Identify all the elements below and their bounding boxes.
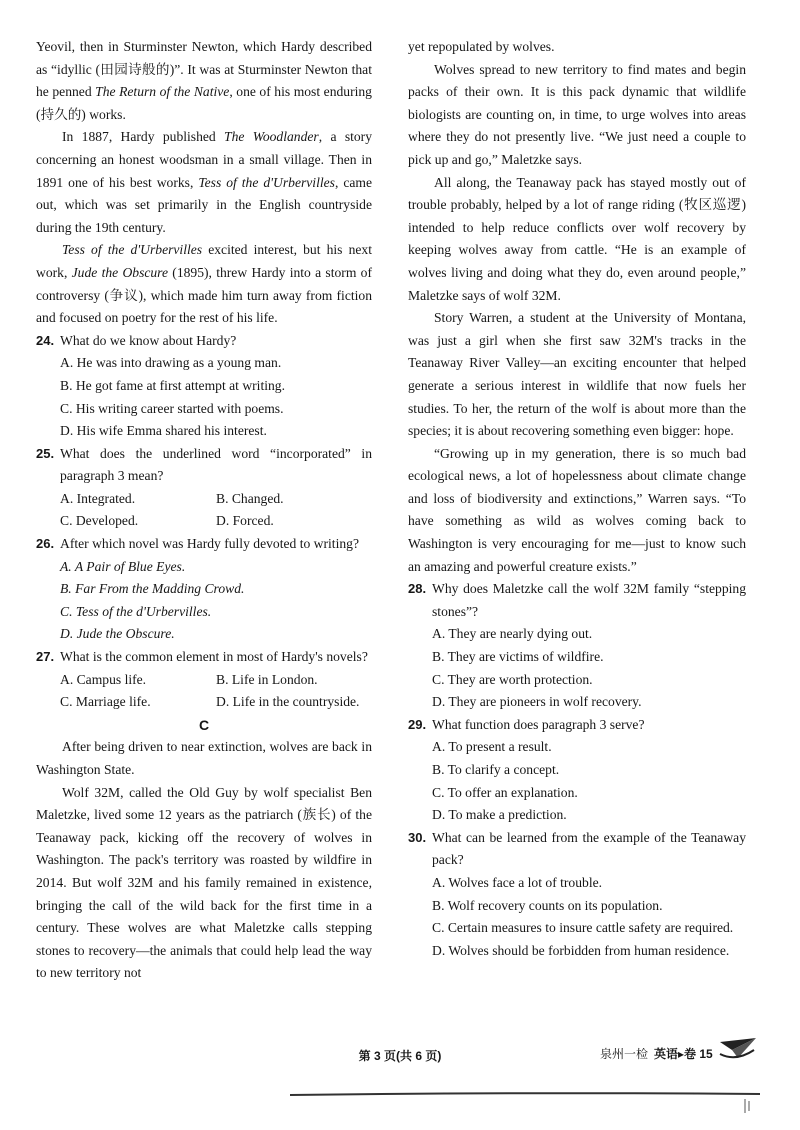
paragraph-warren-quote: “Growing up in my generation, there is so much bad ecological news, a lot of hopelessness about climate change and loss of biodiversity and extinctions,” Warren says. “To have something as wild as wolves coming back to Washington is very encouraging for me—just to know such an amazing and powerful creature exists.” [408, 445, 746, 574]
question-number: 27. [36, 649, 55, 665]
book-title: The Woodlander [224, 129, 319, 145]
option-d: D. They are pioneers in wolf recovery. [432, 694, 642, 710]
footer-brand [600, 1045, 713, 1062]
question-text: What can be learned from the example of the Teanaway pack? [432, 829, 746, 868]
option-a: A. They are nearly dying out. [432, 626, 593, 642]
option-d: D. Jude the Obscure. [60, 626, 175, 642]
question-text: What is the common element in most of Hardy's novels? [60, 649, 368, 665]
option-c: C. His writing career started with poems. [60, 400, 284, 416]
book-title: Tess of the d'Urbervilles [62, 242, 203, 258]
option-b: B. He got fame at first attempt at writing. [60, 377, 285, 393]
footer-subject: 英语▸卷 15 [654, 1047, 713, 1061]
question-29 [408, 714, 746, 827]
option-b: B. Changed. [216, 490, 284, 506]
question-number: 26. [36, 536, 55, 552]
option-d: D. His wife Emma shared his interest. [60, 423, 267, 439]
option-a: A. To present a result. [432, 739, 552, 755]
footer-city: 泉州一检 [600, 1047, 649, 1061]
question-text: After which novel was Hardy fully devoted to writing? [60, 536, 359, 552]
question-27 [36, 646, 372, 714]
option-d: D. Life in the countryside. [216, 694, 360, 710]
page-number-label: 第 3 页(共 6 页) [358, 1049, 442, 1063]
option-b: B. Far From the Madding Crowd. [60, 581, 245, 597]
section-heading-c: C [198, 716, 210, 733]
question-text: What do we know about Hardy? [60, 332, 237, 348]
option-b: B. They are victims of wildfire. [432, 649, 604, 665]
question-30 [408, 827, 746, 963]
question-number: 25. [36, 445, 55, 461]
option-c: C. Certain measures to insure cattle safety are required. [432, 920, 734, 936]
paragraph-teanaway-pack: All along, the Teanaway pack has stayed mostly out of trouble probably, helped by a lot of range riding (牧区巡逻) intended to help reduce conflicts over wolf recovery by keeping wolves away from cattle. “He is an example of wolves living and doing what they do, even around people,” Maletzke says of wolf 32M. [408, 174, 746, 303]
book-title: Tess of the d'Urbervilles [198, 174, 335, 190]
option-a: A. A Pair of Blue Eyes. [60, 558, 186, 574]
paragraph-story-warren: Story Warren, a student at the University of Montana, was just a girl when she first saw 32M's tracks in the Teanaway River Valley—an exciting encounter that helped generate a serious interest in wildlife that now fuels her studies. To her, the return of the wolf is about more than the species; it is about recovering something even bigger: hope. [408, 310, 746, 439]
option-d: D. To make a prediction. [432, 807, 567, 823]
question-number: 28. [408, 581, 427, 597]
book-title: Jude the Obscure [71, 264, 169, 280]
question-text: What does the underlined word “incorporated” in paragraph 3 mean? [60, 445, 372, 484]
option-c: C. Marriage life. [60, 694, 151, 710]
option-b: B. To clarify a concept. [432, 762, 560, 777]
option-a: A. He was into drawing as a young man. [60, 355, 282, 371]
question-number: 30. [408, 829, 427, 845]
option-b: B. Life in London. [216, 671, 318, 687]
option-d: D. Forced. [216, 513, 274, 529]
paragraph-wolves-intro: After being driven to near extinction, wolves are back in Washington State. [36, 739, 372, 777]
question-25 [36, 443, 372, 533]
question-28 [408, 578, 746, 714]
option-d: D. Wolves should be forbidden from human residence. [432, 942, 730, 958]
question-number: 24. [36, 332, 55, 348]
paragraph-hardy-sturminster: Yeovil, then in Sturminster Newton, which Hardy described as “idyllic (田园诗般的)”. It was at Sturminster Newton that he penned The Return of the Native, one of his most enduring (持久的) works. [36, 39, 372, 122]
left-column [36, 36, 372, 985]
right-column [408, 36, 746, 962]
book-title: The Return of the Native [95, 84, 230, 100]
paragraph-continued: yet repopulated by wolves. [408, 39, 555, 54]
option-a: A. Integrated. [60, 490, 136, 506]
paragraph-pack-dynamic: Wolves spread to new territory to find mates and begin packs of their own. It is this pack dynamic that wildlife biologists are counting on, in time, to urge wolves into areas where they do not presently live. “We just need a couple to pick up and go,” Maletzke says. [408, 61, 746, 167]
corner-mark [744, 1099, 750, 1113]
option-c: C. To offer an explanation. [432, 784, 578, 800]
option-b: B. Wolf recovery counts on its population. [432, 897, 663, 913]
option-a: A. Campus life. [60, 671, 147, 687]
question-text: What function does paragraph 3 serve? [432, 716, 645, 732]
option-c: C. They are worth protection. [432, 671, 593, 687]
paper-plane-icon [718, 1036, 758, 1062]
paragraph-hardy-1887: In 1887, Hardy published The Woodlander, a story concerning an honest woodsman in a small village. Then in 1891 one of his best works, Tess of the d'Urbervilles, came out, which was set primarily in the English countryside during the 19th century. [36, 129, 373, 235]
paragraph-hardy-tess: Tess of the d'Urbervilles excited interest, but his next work, Jude the Obscure (1895), threw Hardy into a storm of controversy (争议), which made him turn away from fiction and focused on poetry for the rest of his life. [36, 242, 372, 326]
paragraph-wolf-32m: Wolf 32M, called the Old Guy by wolf specialist Ben Maletzke, lived some 12 years as the patriarch (族长) of the Teanaway pack, kicking off the recovery of wolves in Washington. The pack's territory was roasted by wildfire in 2014. But wolf 32M and his family remained in existence, bringing the call of the wild back for the first time in a century. These wolves are what Maletzke calls stepping stones to recovery—the animals that could help lead the way to new territory not [36, 784, 372, 981]
footer-divider [290, 1092, 760, 1096]
question-24 [36, 330, 372, 443]
option-c: C. Tess of the d'Urbervilles. [60, 603, 212, 619]
question-26 [36, 533, 372, 646]
option-c: C. Developed. [60, 513, 139, 529]
question-number: 29. [408, 716, 427, 732]
option-a: A. Wolves face a lot of trouble. [432, 874, 603, 890]
question-text: Why does Maletzke call the wolf 32M family “stepping stones”? [432, 581, 746, 619]
